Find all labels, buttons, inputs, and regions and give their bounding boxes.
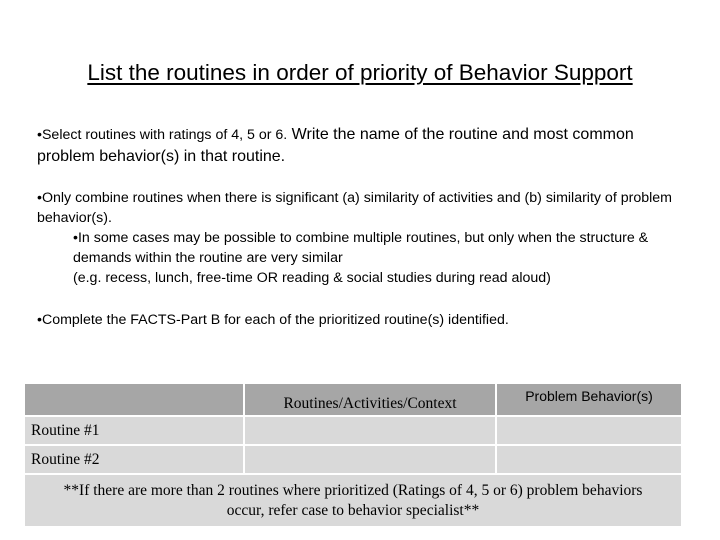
routine-2-behavior-cell[interactable] [496, 445, 681, 474]
table-row [25, 416, 681, 445]
bullet-combine-routines-text: •Only combine routines when there is significant (a) similarity of activities and (b) similarity of problem behavior(s). [37, 190, 672, 226]
table-row [25, 445, 681, 474]
header-routines: Routines/Activities/Context [244, 384, 496, 416]
instructions [37, 124, 687, 330]
bullet-combine-routines [37, 188, 687, 288]
sub-bullet-combine-multiple: •In some cases may be possible to combine multiple routines, but only when the structure & demands within the routine are very similar [73, 230, 649, 266]
page-title-text: List the routines in order of priority of Behavior Support [87, 60, 633, 85]
routine-1-activity-cell[interactable] [244, 416, 496, 445]
routine-label: Routine #2 [25, 445, 244, 474]
bullet-select-routines [37, 124, 687, 168]
routine-label: Routine #1 [25, 416, 244, 445]
page-title [0, 58, 720, 88]
routines-table [25, 384, 681, 526]
table-header-row [25, 384, 681, 416]
header-problem-behavior: Problem Behavior(s) [496, 384, 681, 416]
bullet-select-routines-part1: •Select routines with ratings of 4, 5 or 6. [37, 127, 288, 143]
bullet-complete-facts: •Complete the FACTS-Part B for each of the prioritized routine(s) identified. [37, 312, 509, 328]
routine-1-behavior-cell[interactable] [496, 416, 681, 445]
referral-note: **If there are more than 2 routines where prioritized (Ratings of 4, 5 or 6) problem behaviors occur, refer case to behavior specialist** [25, 474, 681, 526]
header-empty-cell [25, 384, 244, 416]
table-note-row [25, 474, 681, 526]
bullet-select-routines-part2: Write the name of the routine and most common problem behavior(s) in that routine. [37, 126, 634, 165]
routine-2-activity-cell[interactable] [244, 445, 496, 474]
sub-bullet-examples: (e.g. recess, lunch, free-time OR reading & social studies during read aloud) [73, 270, 551, 286]
